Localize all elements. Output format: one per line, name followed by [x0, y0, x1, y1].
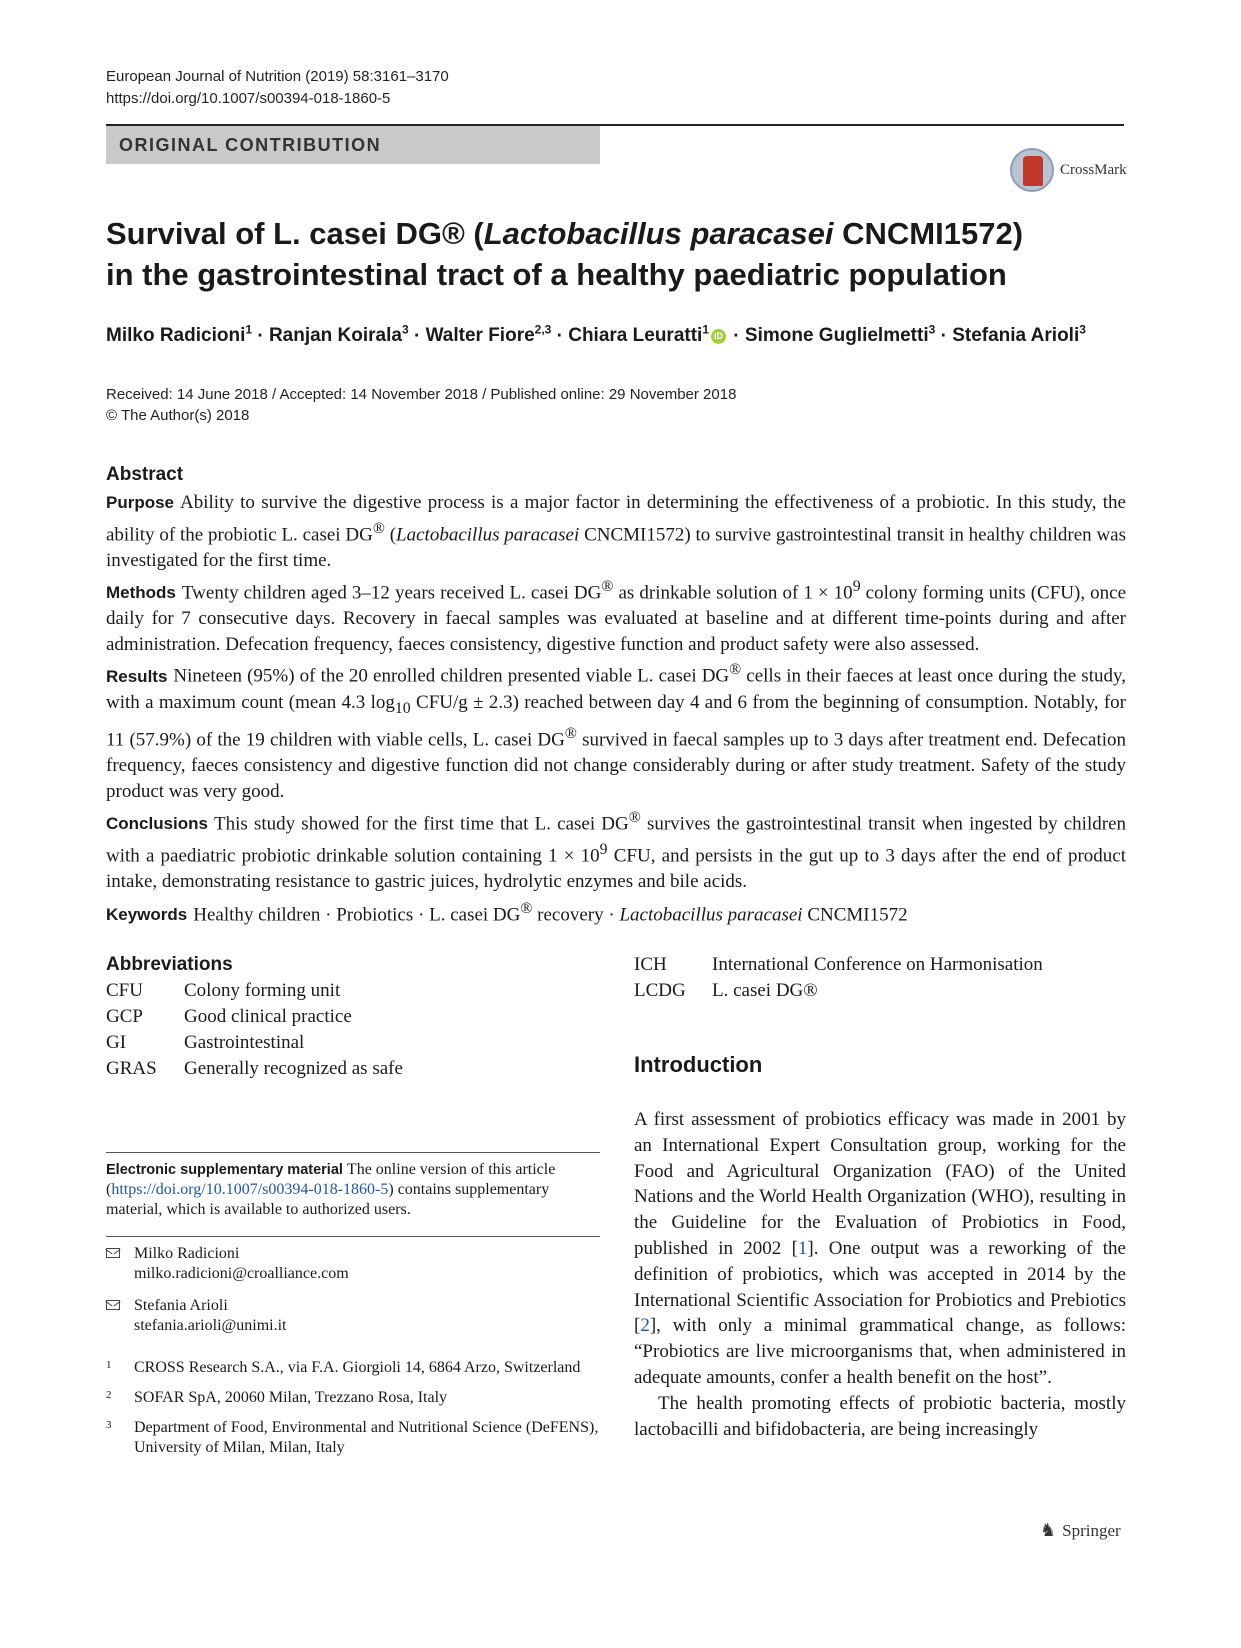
journal-citation: European Journal of Nutrition (2019) 58:3161–3170 — [106, 68, 449, 85]
author-list: Milko Radicioni$^1$ · Ranjan Koirala$^3$ · Walter Fiore$^{2,3}$ · Chiara Leuratti$^1$ iD · Simone Guglielmetti$^3$ · Stefania Arioli$^3$ — [106, 323, 1086, 347]
supplementary-note: Electronic supplementary material The online version of this article (https://doi.org/10.1007/s00394-018-1860-5) contains supplementary material, which is available to authorized users. — [106, 1161, 556, 1218]
corresponding-authors — [106, 1244, 600, 1348]
affiliation-entry: 2 SOFAR SpA, 20060 Milan, Trezzano Rosa, Italy — [106, 1389, 448, 1406]
springer-horse-icon: ♞ — [1040, 1520, 1057, 1540]
intro-paragraph: A first assessment of probiotics efficacy was made in 2001 by an International Expert Consultation group, working for the Food and Agricultural Organization (FAO) of the United Nations and the World Health Organization (WHO), resulting in the Guideline for the Evaluation of Probiotics in Food, published in 2002 [1]. One output was a reworking of the definition of probiotics, which was accepted in 2014 by the International Scientific Association for Probiotics and Prebiotics [2], with only a minimal grammatical change, as follows: “Probiotics are live microorganisms that, when administered in adequate amounts, confer a health benefit on the host”. — [634, 1109, 1126, 1388]
reference-link[interactable]: 1 — [797, 1237, 808, 1259]
doi-link[interactable]: https://doi.org/10.1007/s00394-018-1860-5 — [106, 90, 391, 107]
abbreviations-list-right — [634, 952, 1043, 1004]
abstract-results: Results Nineteen (95%) of the 20 enrolled children presented viable L. casei DG® cells in their faeces at least once during the study, with a maximum count (mean 4.3 $\log_{10} CFU/g \pm 2.3$) reached between day 4 and 6 from the beginning of consumption. Notably, for 11 (57.9%) of the 19 children with viable cells, L. casei DG® survived in faecal samples up to 3 days after treatment end. Defecation frequency, faeces consistency and digestive function did not change considerably during or after study treatment. Safety of the study product was very good. — [106, 661, 1126, 803]
abstract-purpose: Purpose Ability to survive the digestive process is a major factor in determining the effectiveness of a probiotic. In this study, the ability of the probiotic L. casei DG® (Lactobacillus paracasei CNCMI1572) to survive gastrointestinal transit in healthy children was investigated for the first time. — [106, 492, 1126, 571]
affiliation-entry: 3 Department of Food, Environmental and Nutritional Science (DeFENS), University of Milan, Milan, Italy — [106, 1419, 599, 1456]
intro-paragraph: The health promoting effects of probiotic bacteria, mostly lactobacilli and bifidobacteria, are being increasingly — [634, 1392, 1126, 1440]
email-link[interactable]: stefania.arioli@unimi.it — [134, 1317, 287, 1334]
author[interactable]: Simone Guglielmetti$^3$ — [744, 323, 936, 347]
abbreviation-row: CFU Colony forming unit — [106, 980, 341, 1001]
abbreviation-row: GCP Good clinical practice — [106, 1006, 352, 1027]
abbreviation-row: GI Gastrointestinal — [106, 1032, 305, 1053]
author[interactable]: Ranjan Koirala$^3$ — [268, 323, 409, 347]
abbreviation-row: LCDG L. casei DG® — [634, 980, 818, 1001]
author[interactable]: Stefania Arioli$^3$ — [952, 323, 1086, 347]
contacts-divider — [106, 1236, 600, 1237]
email-link[interactable]: milko.radicioni@croalliance.com — [134, 1265, 349, 1282]
crossmark-icon — [1010, 148, 1054, 192]
contact-entry: Stefania Arioli stefania.arioli@unimi.it — [106, 1296, 600, 1336]
introduction-body — [634, 1107, 1126, 1442]
abstract-conclusions: Conclusions This study showed for the first time that L. casei DG® survives the gastrointestinal transit when ingested by children with a paediatric probiotic drinkable solution containing $1 \times 10^9$ CFU, and persists in the gut up to 3 days after the end of product intake, demonstrating resistance to gastric juices, hydrolytic enzymes and bile acids. — [106, 808, 1126, 893]
supplementary-link[interactable]: https://doi.org/10.1007/s00394-018-1860-5 — [111, 1181, 389, 1198]
envelope-icon — [106, 1300, 120, 1310]
orcid-icon[interactable]: iD — [711, 329, 726, 344]
affiliation-entry: 1 CROSS Research S.A., via F.A. Giorgioli 14, 6864 Arzo, Switzerland — [106, 1359, 581, 1376]
abstract-body — [106, 490, 1126, 895]
introduction-heading: Introduction — [634, 1052, 763, 1077]
journal-header — [106, 66, 449, 110]
author[interactable]: Walter Fiore$^{2,3}$ — [425, 323, 552, 347]
envelope-icon — [106, 1248, 120, 1258]
esm-divider — [106, 1152, 600, 1153]
author[interactable]: Milko Radicioni$^1$ — [106, 323, 253, 347]
contact-entry: Milko Radicioni milko.radicioni@croalliance.com — [106, 1244, 600, 1284]
publication-dates: Received: 14 June 2018 / Accepted: 14 November 2018 / Published online: 29 November 2018 © The Author(s) 2018 — [106, 386, 737, 424]
keywords: Keywords Healthy children · Probiotics · L. casei DG® recovery · Lactobacillus paracasei CNCMI1572 — [106, 900, 908, 926]
author[interactable]: Chiara Leuratti$^1$ — [568, 323, 710, 347]
abbreviations-heading: Abbreviations — [106, 954, 233, 975]
abbreviation-row: ICH International Conference on Harmonisation — [634, 954, 1043, 975]
publisher-logo: ♞ Springer — [1040, 1520, 1121, 1540]
abbreviation-row: GRAS Generally recognized as safe — [106, 1058, 403, 1079]
affiliations — [106, 1358, 600, 1468]
crossmark-label: CrossMark — [1060, 162, 1127, 178]
category-banner — [106, 126, 600, 164]
abstract-heading: Abstract — [106, 464, 184, 485]
category-label: ORIGINAL CONTRIBUTION — [119, 135, 382, 155]
abstract-methods: Methods Twenty children aged 3–12 years received L. casei DG® as drinkable solution of $1 \times 10^9$ colony forming units (CFU), once daily for 7 consecutive days. Recovery in faecal samples was evaluated at baseline and at different time-points during and after administration. Defecation frequency, faeces consistency, digestive function and product safety were also assessed. — [106, 577, 1127, 655]
crossmark-badge[interactable] — [1010, 148, 1128, 196]
abbreviations-list-left — [106, 978, 403, 1082]
reference-link[interactable]: 2 — [640, 1315, 650, 1337]
article-title: Survival of L. casei DG® (Lactobacillus paracasei CNCMI1572) in the gastrointestinal tract of a healthy paediatric population — [106, 216, 1024, 292]
